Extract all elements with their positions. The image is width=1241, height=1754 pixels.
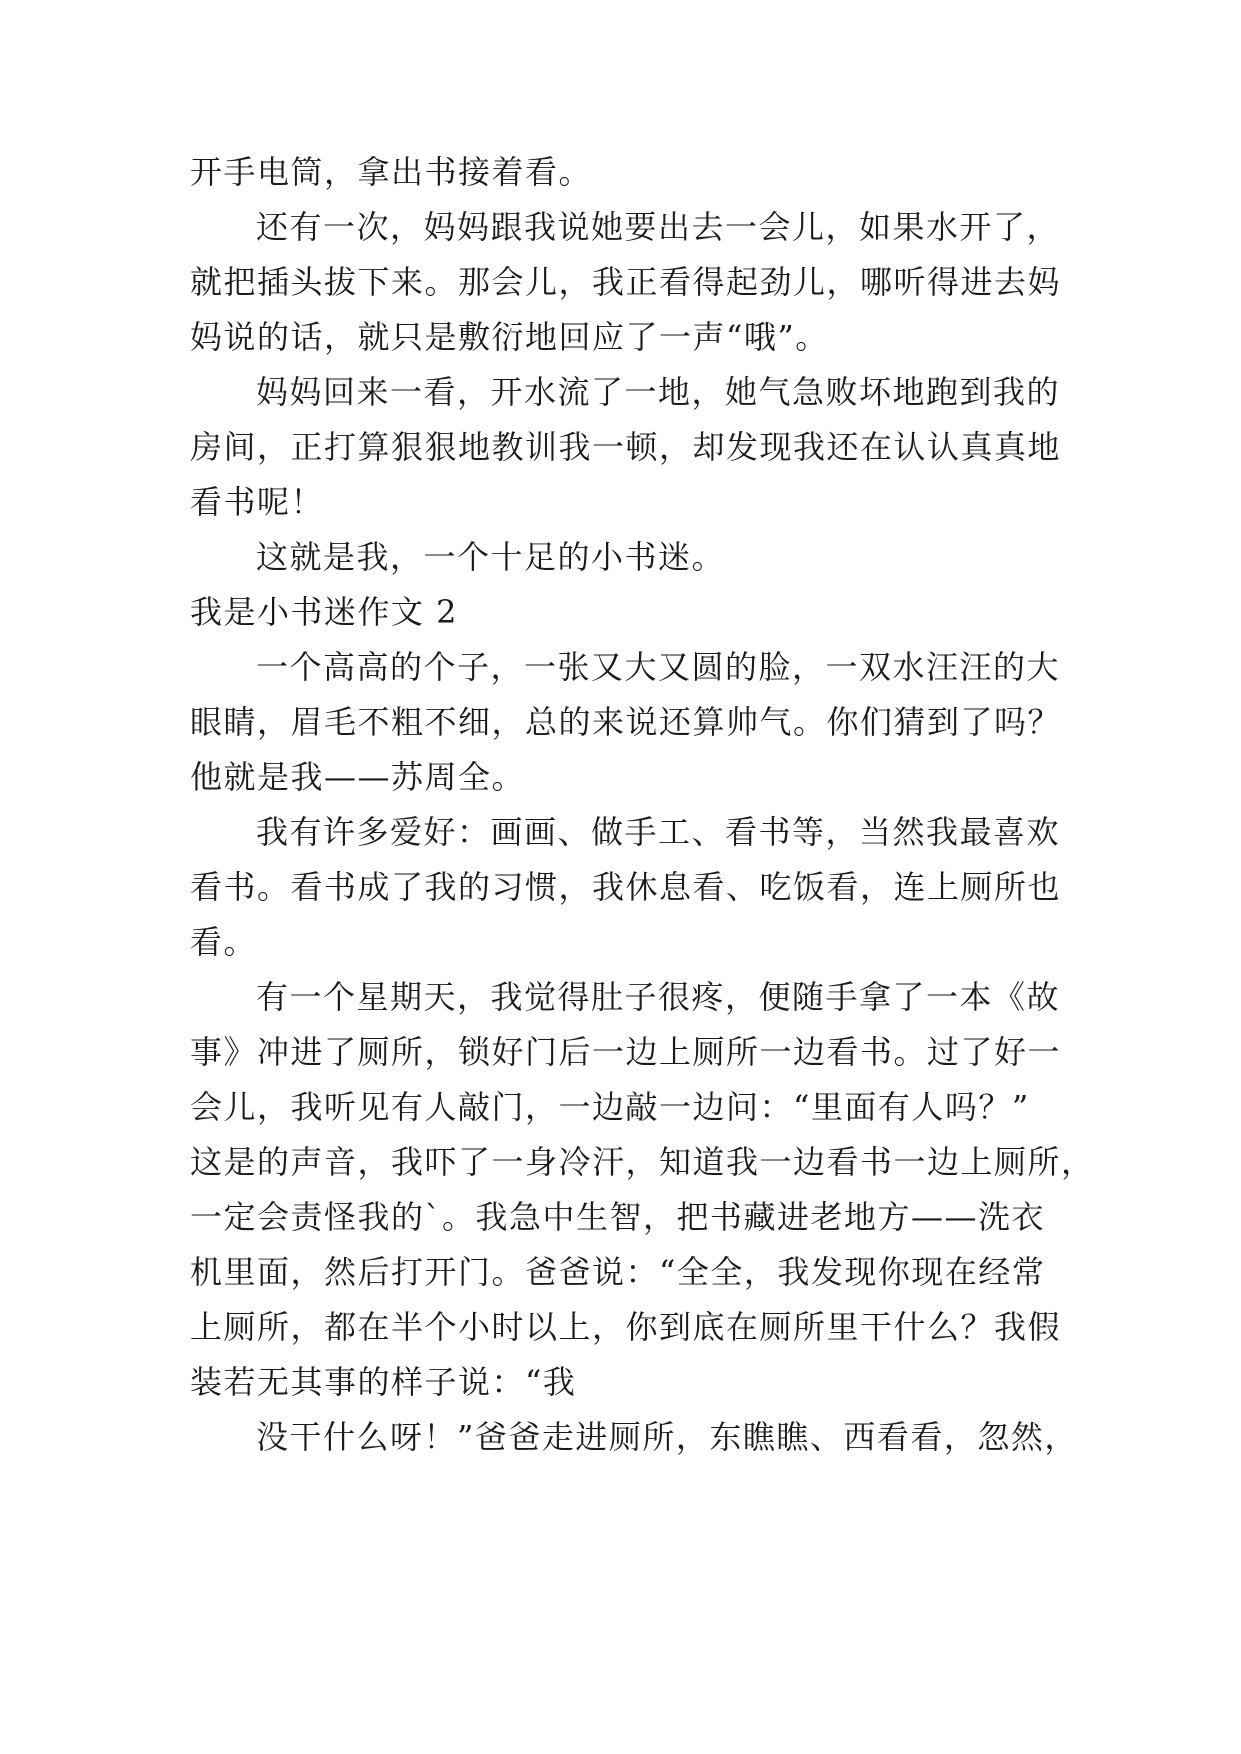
- text-line: 这是的声音，我吓了一身冷汗，知道我一边看书一边上厕所，: [190, 1143, 1095, 1181]
- text-line: 房间，正打算狠狠地教训我一顿，却发现我还在认认真真地: [190, 428, 1062, 466]
- paragraph-start: 一个高高的个子，一张又大又圆的脸，一双水汪汪的大: [256, 648, 1061, 686]
- section-heading: 我是小书迷作文 2: [190, 593, 459, 631]
- text-line: 他就是我——苏周全。: [190, 758, 526, 796]
- text-line: 就把插头拔下来。那会儿，我正看得起劲儿，哪听得进去妈: [190, 263, 1062, 301]
- text-line: 眼睛，眉毛不粗不细，总的来说还算帅气。你们猜到了吗？: [190, 703, 1062, 741]
- paragraph-start: 这就是我，一个十足的小书迷。: [256, 538, 726, 576]
- text-line: 上厕所，都在半个小时以上，你到底在厕所里干什么？我假: [190, 1308, 1062, 1346]
- text-line: 装若无其事的样子说：“我: [190, 1363, 577, 1401]
- text-line: 开手电筒，拿出书接着看。: [190, 153, 593, 191]
- text-line: 会儿，我听见有人敲门，一边敲一边问：“里面有人吗？”: [190, 1088, 1030, 1126]
- text-line: 妈说的话，就只是敷衍地回应了一声“哦”。: [190, 318, 829, 356]
- paragraph-start: 还有一次，妈妈跟我说她要出去一会儿，如果水开了，: [256, 208, 1061, 246]
- text-line: 机里面，然后打开门。爸爸说：“全全，我发现你现在经常: [190, 1253, 1046, 1291]
- text-line: 一定会责怪我的`。我急中生智，把书藏进老地方——洗衣: [190, 1198, 1046, 1236]
- text-line: 事》冲进了厕所，锁好门后一边上厕所一边看书。过了好一: [190, 1033, 1062, 1071]
- paragraph-start: 妈妈回来一看，开水流了一地，她气急败坏地跑到我的: [256, 373, 1061, 411]
- text-line: 看。: [190, 923, 258, 961]
- text-line: 看书呢！: [190, 483, 325, 521]
- paragraph-start: 没干什么呀！”爸爸走进厕所，东瞧瞧、西看看，忽然，: [256, 1418, 1078, 1456]
- text-line: 看书。看书成了我的习惯，我休息看、吃饭看，连上厕所也: [190, 868, 1062, 906]
- paragraph-start: 我有许多爱好：画画、做手工、看书等，当然我最喜欢: [256, 813, 1061, 851]
- paragraph-start: 有一个星期天，我觉得肚子很疼，便随手拿了一本《故: [256, 978, 1061, 1016]
